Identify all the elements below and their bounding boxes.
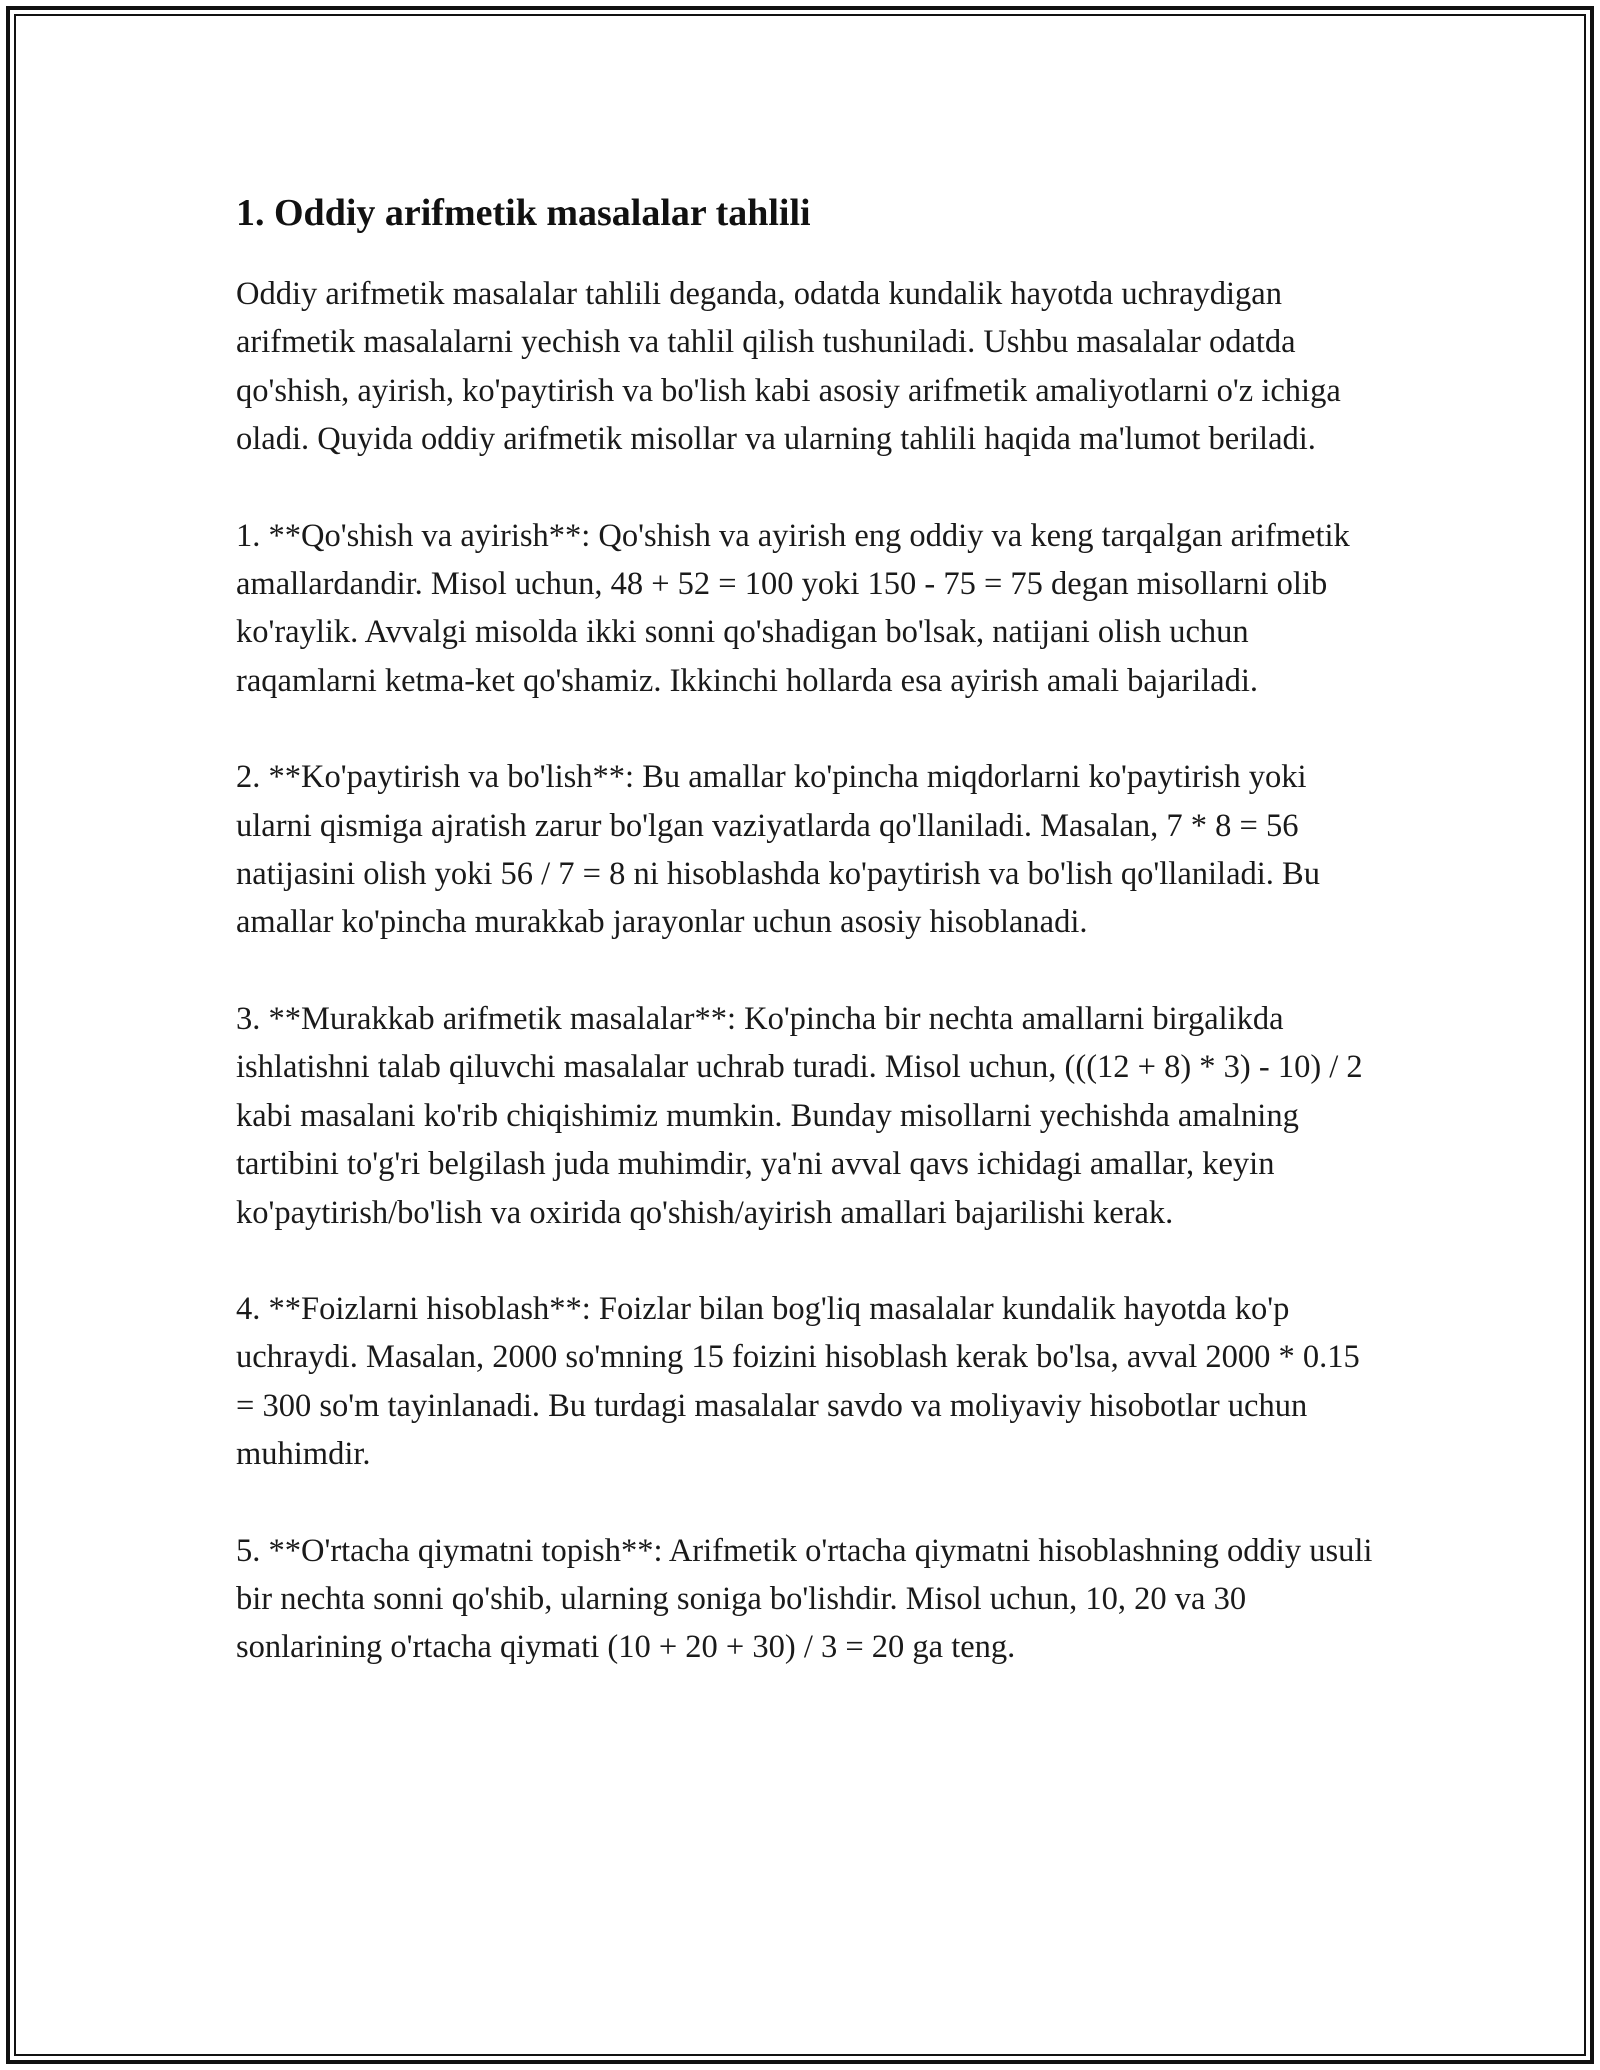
section-title: 1. Oddiy arifmetik masalalar tahlili	[236, 192, 811, 234]
paragraph-average-value: 5. **O'rtacha qiymatni topish**: Arifmetik o'rtacha qiymatni hisoblashning oddiy usuli bir nechta sonni qo'shib, ularning soniga bo'lishdir. Misol uchun, 10, 20 va 30 sonlarining o'rtacha qiymati (10 + 20 + 30) / 3 = 20 ga teng.	[236, 1532, 1373, 1666]
document-body	[236, 186, 1386, 1720]
paragraph-complex-problems: 3. **Murakkab arifmetik masalalar**: Ko'pincha bir nechta amallarni birgalikda ishlatishni talab qiluvchi masalalar uchrab turadi. Misol uchun, (((12 + 8) * 3) - 10) / 2 kabi masalani ko'rib chiqishimiz mumkin. Bunday misollarni yechishda amalning tartibini to'g'ri belgilash juda muhimdir, ya'ni avval qavs ichidagi amallar, keyin ko'paytirish/bo'lish va oxirida qo'shish/ayirish amallari bajarilishi kerak.	[236, 1000, 1363, 1231]
paragraph-percentages: 4. **Foizlarni hisoblash**: Foizlar bilan bog'liq masalalar kundalik hayotda ko'p uchraydi. Masalan, 2000 so'mning 15 foizini hisoblash kerak bo'lsa, avval 2000 * 0.15 = 300 so'm tayinlanadi. Bu turdagi masalalar savdo va moliyaviy hisobotlar uchun muhimdir.	[236, 1290, 1360, 1473]
paragraph-addition-subtraction: 1. **Qo'shish va ayirish**: Qo'shish va ayirish eng oddiy va keng tarqalgan arifmetik amallardandir. Misol uchun, 48 + 52 = 100 yoki 150 - 75 = 75 degan misollarni olib ko'raylik. Avvalgi misolda ikki sonni qo'shadigan bo'lsak, natijani olish uchun raqamlarni ketma-ket qo'shamiz. Ikkinchi hollarda esa ayirish amali bajariladi.	[236, 517, 1350, 699]
intro-paragraph: Oddiy arifmetik masalalar tahlili deganda, odatda kundalik hayotda uchraydigan arifmetik masalalarni yechish va tahlil qilish tushuniladi. Ushbu masalalar odatda qo'shish, ayirish, ko'paytirish va bo'lish kabi asosiy arifmetik amaliyotlarni o'z ichiga oladi. Quyida oddiy arifmetik misollar va ularning tahlili haqida ma'lumot beriladi.	[236, 276, 1341, 458]
paragraph-multiplication-division: 2. **Ko'paytirish va bo'lish**: Bu amallar ko'pincha miqdorlarni ko'paytirish yoki ularni qismiga ajratish zarur bo'lgan vaziyatlarda qo'llaniladi. Masalan, 7 * 8 = 56 natijasini olish yoki 56 / 7 = 8 ni hisoblashda ko'paytirish va bo'lish qo'llaniladi. Bu amallar ko'pincha murakkab jarayonlar uchun asosiy hisoblanadi.	[236, 759, 1320, 941]
